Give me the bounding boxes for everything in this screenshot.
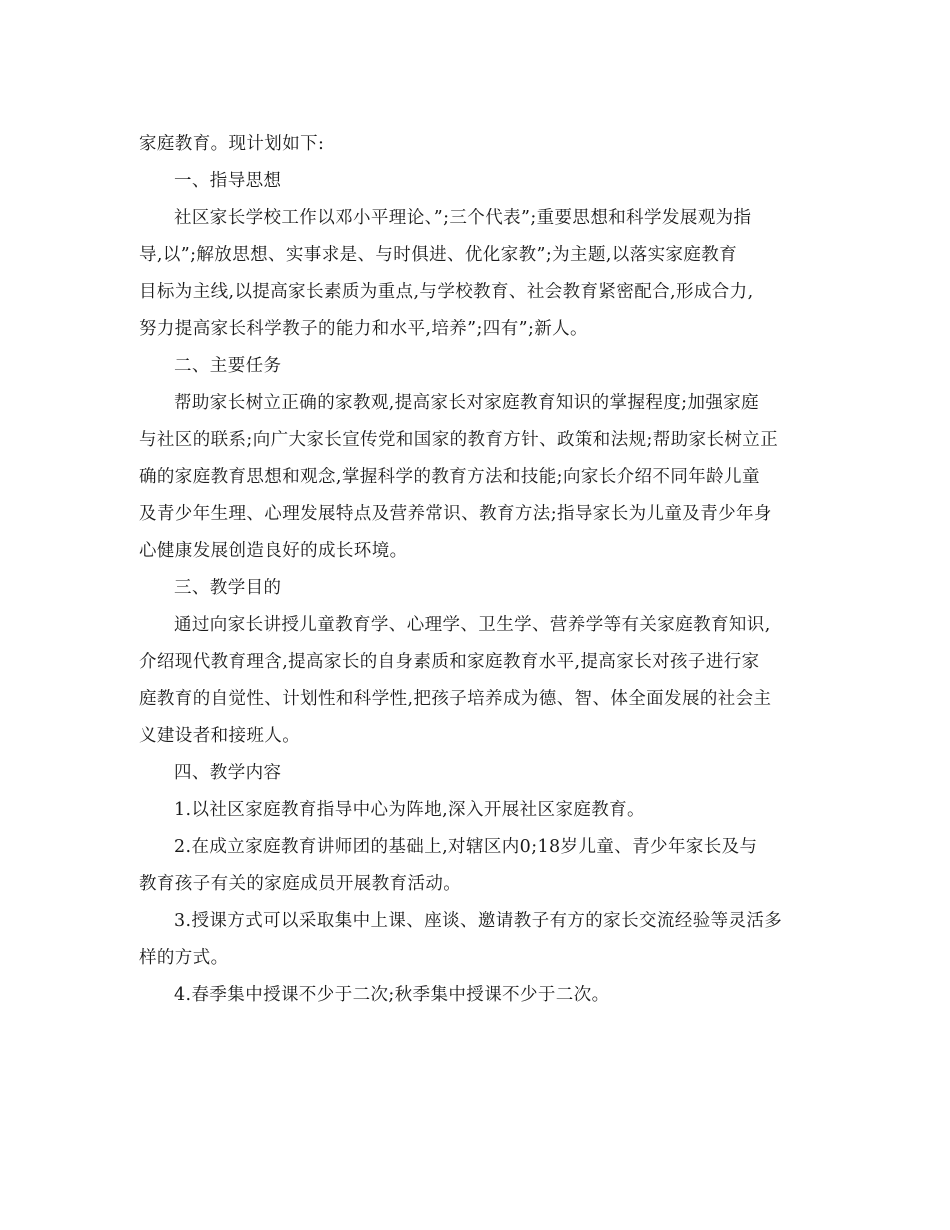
list-item-3-continued: 样的方式。: [139, 948, 229, 968]
section-heading-main-tasks: 二、主要任务: [174, 356, 282, 376]
paragraph-line: 努力提高家长科学教子的能力和水平,培养”;四有”;新人。: [139, 319, 588, 339]
text-line-continuation: 家庭教育。现计划如下:: [139, 134, 325, 154]
paragraph-line: 心健康发展创造良好的成长环境。: [139, 541, 408, 561]
paragraph-line: 帮助家长树立正确的家教观,提高家长对家庭教育知识的掌握程度;加强家庭: [174, 393, 760, 413]
paragraph-line: 介绍现代教育理含,提高家长的自身素质和家庭教育水平,提高家长对孩子进行家: [139, 652, 760, 672]
paragraph-line: 导,以”;解放思想、实事求是、与时俱进、优化家教”;为主题,以落实家庭教育: [139, 245, 738, 265]
paragraph-line: 目标为主线,以提高家长素质为重点,与学校教育、社会教育紧密配合,形成合力,: [139, 282, 754, 302]
paragraph-line: 通过向家长讲授儿童教育学、心理学、卫生学、营养学等有关家庭教育知识,: [174, 615, 771, 635]
list-item-3: 3.授课方式可以采取集中上课、座谈、邀请教子有方的家长交流经验等灵活多: [174, 911, 783, 931]
section-heading-guiding-ideology: 一、指导思想: [174, 171, 282, 191]
list-item-1: 1.以社区家庭教育指导中心为阵地,深入开展社区家庭教育。: [174, 800, 645, 820]
section-heading-teaching-content: 四、教学内容: [174, 763, 282, 783]
paragraph-line: 社区家长学校工作以邓小平理论、”;三个代表”;重要思想和科学发展观为指: [174, 208, 752, 228]
list-item-2: 2.在成立家庭教育讲师团的基础上,对辖区内0;18岁儿童、青少年家长及与: [174, 837, 758, 857]
paragraph-line: 确的家庭教育思想和观念,掌握科学的教育方法和技能;向家长介绍不同年龄儿童: [139, 467, 760, 487]
paragraph-line: 义建设者和接班人。: [139, 726, 301, 746]
list-item-4: 4.春季集中授课不少于二次;秋季集中授课不少于二次。: [174, 985, 610, 1005]
paragraph-line: 及青少年生理、心理发展特点及营养常识、教育方法;指导家长为儿童及青少年身: [139, 504, 772, 524]
paragraph-line: 与社区的联系;向广大家长宣传党和国家的教育方针、政策和法规;帮助家长树立正: [139, 430, 779, 450]
section-heading-teaching-purpose: 三、教学目的: [174, 578, 282, 598]
list-item-2-continued: 教育孩子有关的家庭成员开展教育活动。: [139, 874, 462, 894]
paragraph-line: 庭教育的自觉性、计划性和科学性,把孩子培养成为德、智、体全面发展的社会主: [139, 689, 772, 709]
